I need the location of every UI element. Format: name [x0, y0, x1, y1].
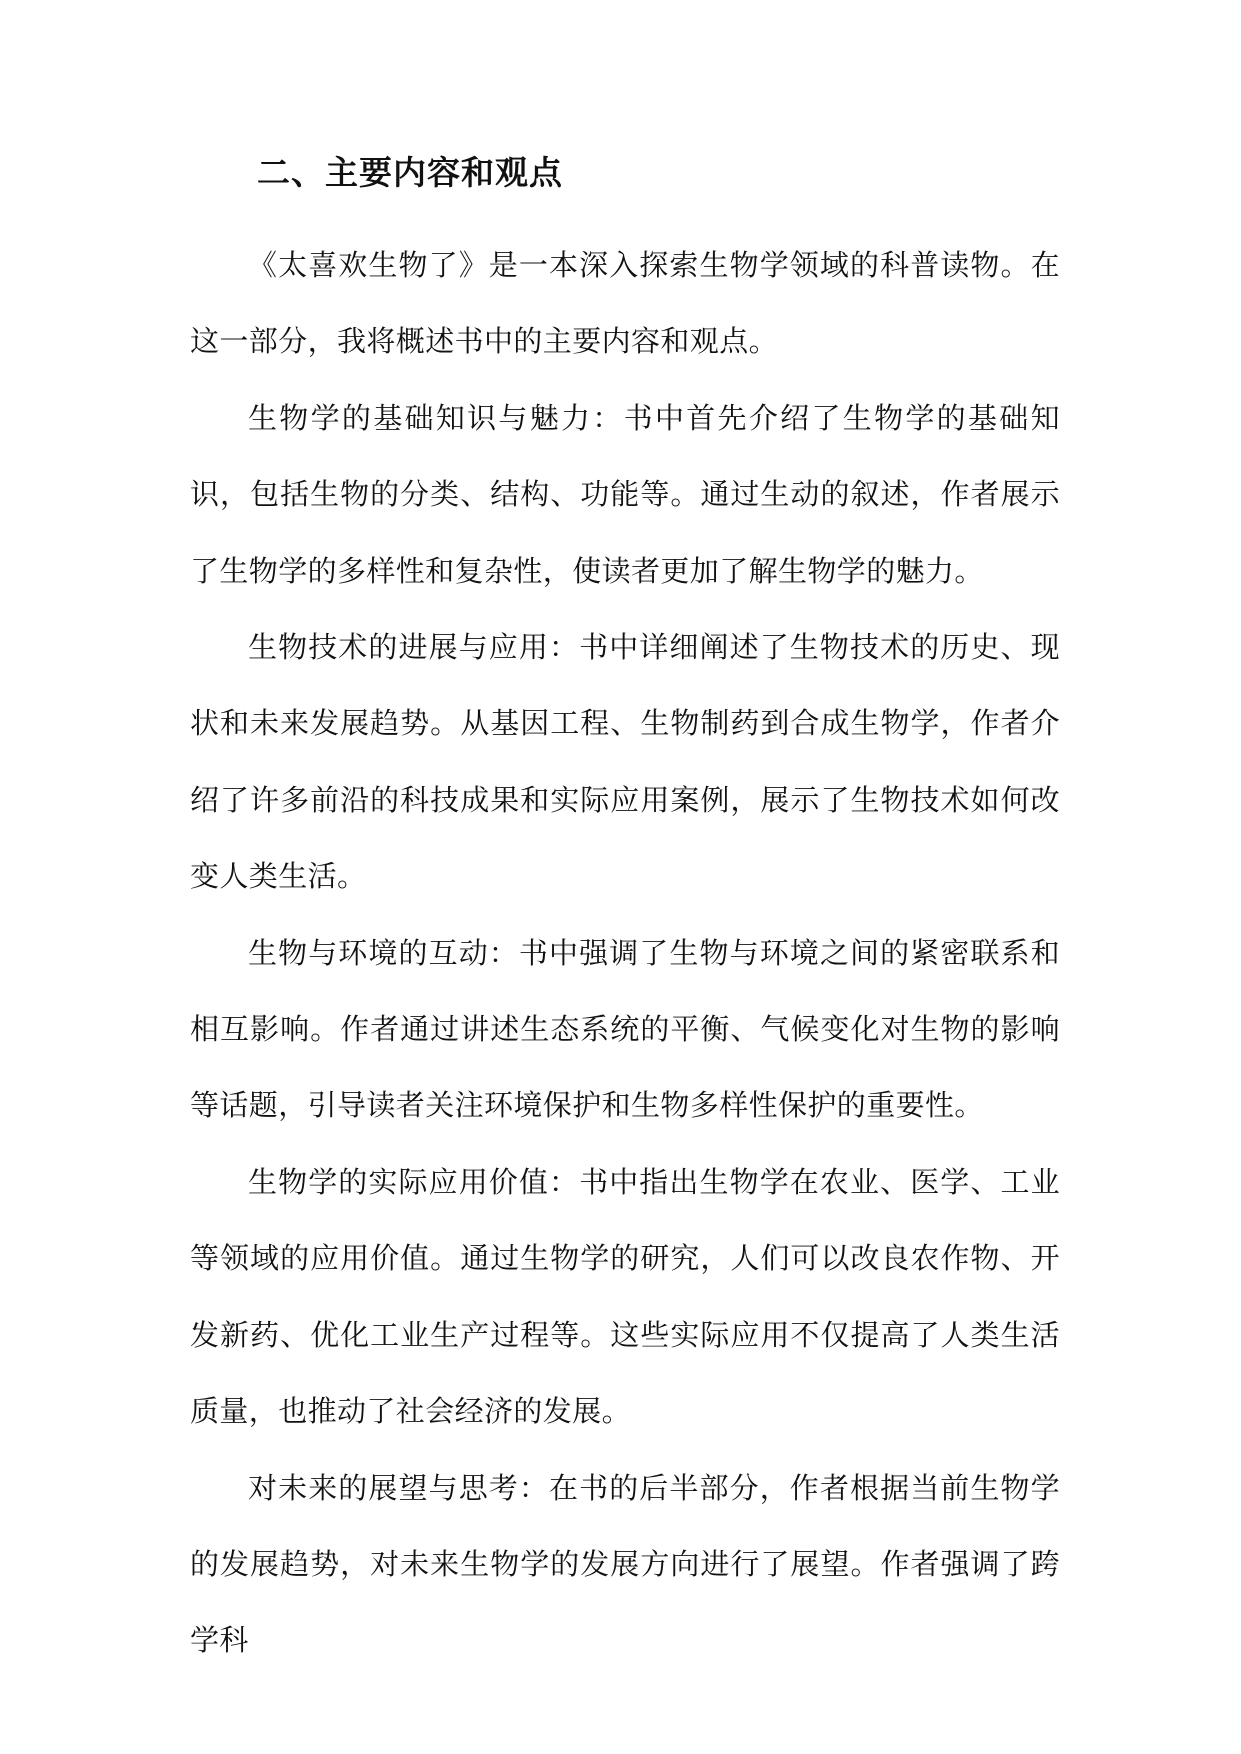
- paragraph-intro: 《太喜欢生物了》是一本深入探索生物学领域的科普读物。在这一部分，我将概述书中的主要内容和观点。: [190, 248, 1060, 359]
- paragraph-future: 对未来的展望与思考：在书的后半部分，作者根据当前生物学的发展趋势，对未来生物学的发展方向进行了展望。作者强调了跨学科: [190, 1470, 1060, 1658]
- paragraph-basics: 生物学的基础知识与魅力：书中首先介绍了生物学的基础知识，包括生物的分类、结构、功能等。通过生动的叙述，作者展示了生物学的多样性和复杂性，使读者更加了解生物学的魅力。: [190, 400, 1060, 588]
- body-text: [190, 227, 1060, 1679]
- paragraph-environment: 生物与环境的互动：书中强调了生物与环境之间的紧密联系和相互影响。作者通过讲述生态系统的平衡、气候变化对生物的影响等话题，引导读者关注环境保护和生物多样性保护的重要性。: [190, 935, 1060, 1123]
- paragraph-biotech: 生物技术的进展与应用：书中详细阐述了生物技术的历史、现状和未来发展趋势。从基因工程、生物制药到合成生物学，作者介绍了许多前沿的科技成果和实际应用案例，展示了生物技术如何改变人类生活。: [190, 630, 1060, 894]
- paragraph-applications: 生物学的实际应用价值：书中指出生物学在农业、医学、工业等领域的应用价值。通过生物学的研究，人们可以改良农作物、开发新药、优化工业生产过程等。这些实际应用不仅提高了人类生活质量，也推动了社会经济的发展。: [190, 1164, 1060, 1429]
- section-heading: 二、主要内容和观点: [257, 153, 563, 192]
